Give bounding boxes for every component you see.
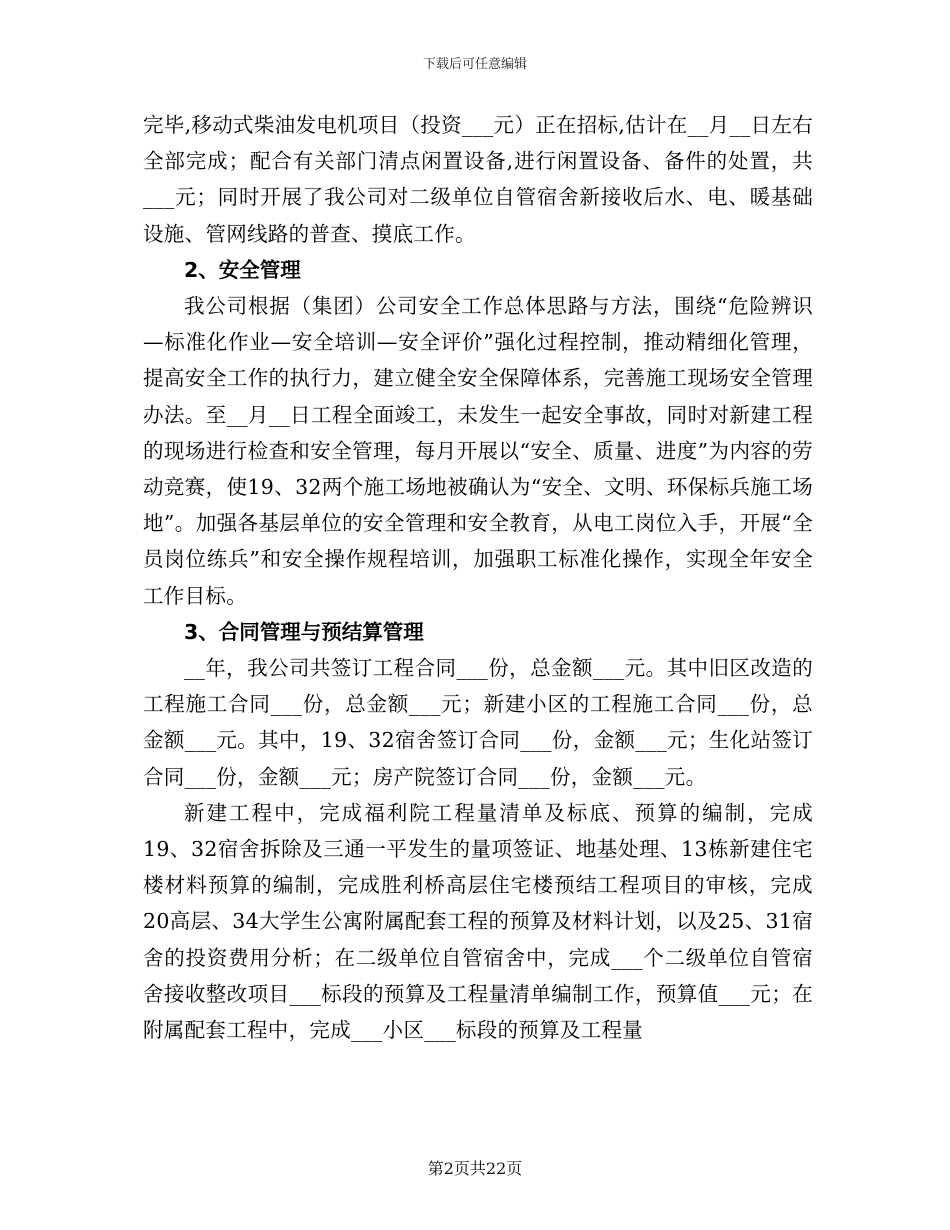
paragraph-continuation: 完毕,移动式柴油发电机项目（投资___元）正在招标,估计在__月__日左右全部完成；配合有关部门清点闲置设备,进行闲置设备、备件的处置，共___元；同时开展了我公司对二级单位自管宿舍新接收后水、电、暖基础设施、管网线路的普查、摸底工作。	[143, 113, 813, 246]
page-number-footer: 第2页共22页	[427, 1159, 523, 1178]
paragraph-new-projects: 新建工程中，完成福利院工程量清单及标底、预算的编制，完成19、32宿舍拆除及三通一平发生的量项签证、地基处理、13栋新建住宅楼材料预算的编制，完成胜利桥高层住宅楼预结工程项目的审核，完成20高层、34大学生公寓附属配套工程的预算及材料计划，以及25、31宿舍的投资费用分析；在二级单位自管宿舍中，完成___个二级单位自管宿舍接收整改项目___标段的预算及工程量清单编制工作，预算值___元；在附属配套工程中，完成___小区___标段的预算及工程量	[143, 800, 813, 1043]
paragraph-contract-summary: __年，我公司共签订工程合同___份，总金额___元。其中旧区改造的工程施工合同___份，总金额___元；新建小区的工程施工合同___份，总金额___元。其中，19、32宿舍签订合同___份，金额___元；生化站签订合同___份，金额___元；房产院签订合同___份，金额___元。	[143, 656, 813, 789]
section-heading-contracts: 3、合同管理与预结算管理	[184, 619, 424, 644]
paragraph-safety-management: 我公司根据（集团）公司安全工作总体思路与方法，围绕“危险辨识—标准化作业—安全培训—安全评价”强化过程控制，推动精细化管理，提高安全工作的执行力，建立健全安全保障体系，完善施工现场安全管理办法。至__月__日工程全面竣工，未发生一起安全事故，同时对新建工程的现场进行检查和安全管理，每月开展以“安全、质量、进度”为内容的劳动竞赛，使19、32两个施工场地被确认为“安全、文明、环保标兵施工场地”。加强各基层单位的安全管理和安全教育，从电工岗位入手，开展“全员岗位练兵”和安全操作规程培训，加强职工标准化操作，实现全年安全工作目标。	[143, 294, 813, 608]
section-heading-safety: 2、安全管理	[184, 257, 301, 282]
document-body	[143, 107, 813, 1048]
page-header-note: 下载后可任意编辑	[422, 57, 527, 72]
